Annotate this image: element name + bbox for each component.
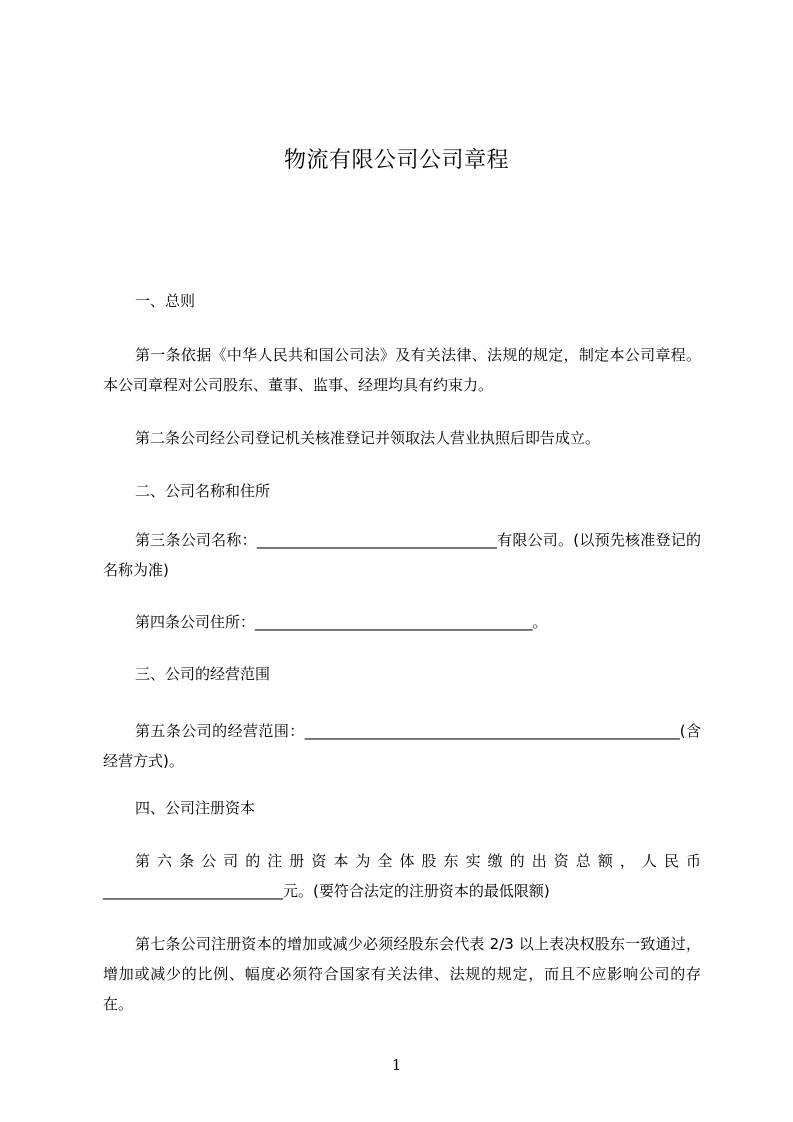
article-1: 第一条依据《中华人民共和国公司法》及有关法律、法规的规定，制定本公司章程。本公司章程对公司股东、董事、监事、经理均具有约束力。	[103, 346, 701, 394]
article-2: 第二条公司经公司登记机关核准登记并领取法人营业执照后即告成立。	[135, 429, 601, 447]
document-title: 物流有限公司公司章程	[283, 148, 509, 173]
article-6: 第六条公司的注册资本为全体股东实缴的出资总额，人民币________________________元。(要符合法定的注册资本的最低限额)	[103, 852, 701, 900]
section-heading-name-address: 二、公司名称和住所	[135, 482, 271, 500]
section-heading-business-scope: 三、公司的经营范围	[135, 665, 271, 683]
article-7: 第七条公司注册资本的增加或减少必须经股东会代表 2/3 以上表决权股东一致通过，增加或减少的比例、幅度必须符合国家有关法律、法规的规定，而且不应影响公司的存在。	[103, 935, 701, 1013]
article-4: 第四条公司住所：_____________________________________。	[135, 613, 548, 631]
page-number: 1	[391, 1056, 402, 1074]
section-heading-registered-capital: 四、公司注册资本	[135, 799, 256, 817]
article-3: 第三条公司名称：________________________________有限公司。(以预先核准登记的名称为准)	[103, 531, 701, 579]
article-5: 第五条公司的经营范围：__________________________________________________(含经营方式)。	[103, 722, 701, 770]
section-heading-general: 一、总则	[135, 292, 196, 310]
